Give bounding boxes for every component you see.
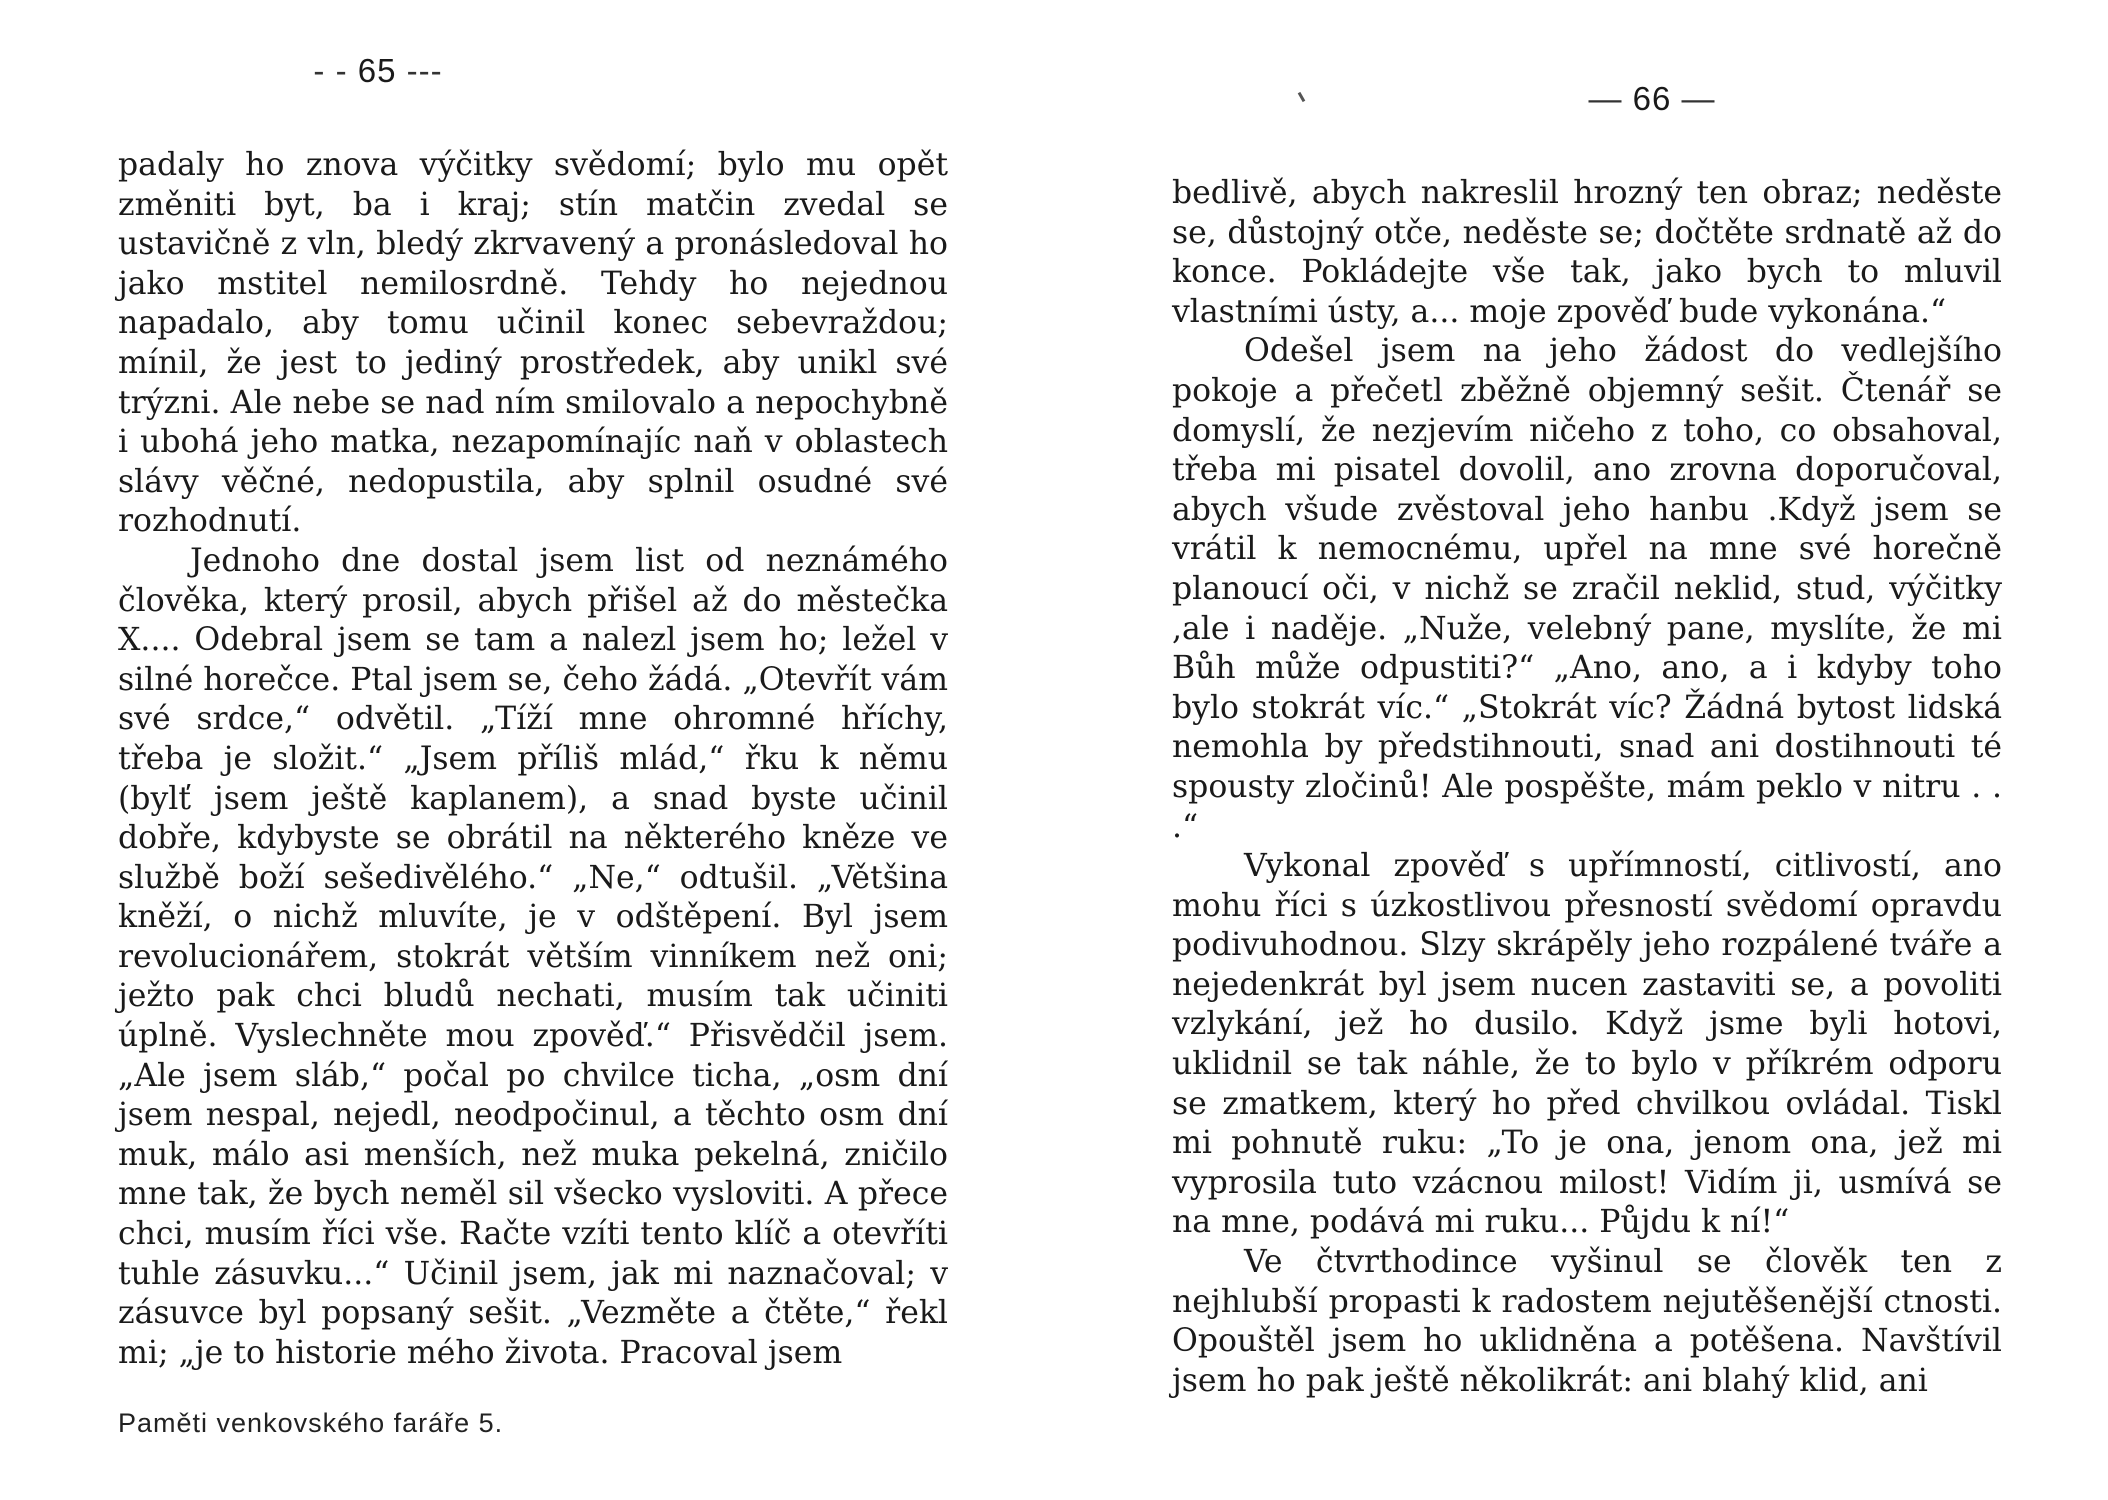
right-paragraph-4: Ve čtvrthodince vyšinul se člověk ten z nejhlubší propasti k radostem nejutěšenější ctnosti. Opouštěl jsem ho uklidněna a potěšena. Navštívil jsem ho pak ještě několikrát: ani blahý klid, ani: [1172, 1244, 2002, 1399]
right-paragraph-1: bedlivě, abych nakreslil hrozný ten obraz; neděste se, důstojný otče, neděste se; dočtěte srdnatě až do konce. Pokládejte vše tak, jako bych to mluvil vlastními ústy, a... moje zpověď bude vykonána.“: [1172, 175, 2002, 330]
left-paragraph-2: Jednoho dne dostal jsem list od neznámého člověka, který prosil, abych přišel až do městečka X.... Odebral jsem se tam a nalezl jsem ho; ležel v silné horečce. Ptal jsem se, čeho žádá. „Otevřít vám své srdce,“ odvětil. „Tíží mne ohromné hříchy, třeba je složit.“ „Jsem příliš mlád,“ řku k němu (bylť jsem ještě kaplanem), a snad byste učinil dobře, kdybyste se obrátil na některého kněze ve službě boží sešedivělého.“ „Ne,“ odtušil. „Většina kněží, o nichž mluvíte, je v odštěpení. Byl jsem revolucionářem, stokrát větším vinníkem než oni; ježto pak chci bludů nechati, musím tak učiniti úplně. Vyslechněte mou zpověď.“ Přisvědčil jsem. „Ale jsem sláb,“ počal po chvilce ticha, „osm dní jsem nespal, nejedl, neodpočinul, a těchto osm dní muk, málo asi menších, než muka pekelná, zničilo mne tak, že bych neměl sil všecko vysloviti. A přece chci, musím říci vše. Račte vzíti tento klíč a otevříti tuhle zásuvku...“ Učinil jsem, jak mi naznačoval; v zásuvce byl popsaný sešit. „Vezměte a čtěte,“ řekl mi; „je to historie mého života. Pracoval jsem: [118, 542, 948, 1371]
left-page-body: [118, 146, 948, 1373]
right-page-number-value: 66: [1632, 80, 1672, 117]
right-paragraph-2: Odešel jsem na jeho žádost do vedlejšího pokoje a přečetl zběžně objemný sešit. Čtenář se domyslí, že nezjevím ničeho z toho, co obsahoval, třeba mi pisatel dovolil, ano zrovna doporučoval, abych všude zvěstoval jeho hanbu .Když jsem se vrátil k nemocnému, upřel na mne své horečně planoucí oči, v nichž se zračil neklid, stud, výčitky ,ale i naděje. „Nuže, velebný pane, myslíte, že mi Bůh může odpustiti?“ „Ano, ano, a i kdyby toho bylo stokrát víc.“ „Stokrát víc? Žádná bytost lidská nemohla by předstihnouti, snad ani dostihnouti té spousty zločinů! Ale pospěšte, mám peklo v nitru . . .“: [1172, 333, 2002, 845]
right-paragraph-3: Vykonal zpověď s upřímností, citlivostí, ano mohu říci s úzkostlivou přesností svědomí opravdu podivuhodnou. Slzy skrápěly jeho rozpálené tváře a nejedenkrát byl jsem nucen zastaviti se, a povoliti vzlykání, jež ho dusilo. Když jsme byli hotovi, uklidnil se tak náhle, že to bylo v příkrém odporu se zmatkem, který ho před chvilkou ovládal. Tiskl mi pohnutě ruku: „To je ona, jenom ona, jež mi vyprosila tuto vzácnou milost! Vidím ji, usmívá se na mne, podává mi ruku... Půjdu k ní!“: [1172, 848, 2002, 1241]
left-page: [118, 0, 948, 1500]
left-page-number-suffix: ---: [406, 52, 443, 89]
right-page-number: [1472, 80, 1832, 118]
right-page: [1172, 0, 2002, 1500]
right-page-number-suffix: —: [1681, 80, 1716, 117]
left-page-number-value: 65: [357, 52, 397, 89]
left-page-number-prefix: - -: [313, 52, 348, 89]
left-page-footer: Paměti venkovského faráře 5.: [118, 1408, 504, 1438]
left-page-number: [238, 52, 518, 90]
left-paragraph-1: padaly ho znova výčitky svědomí; bylo mu opět změniti byt, ba i kraj; stín matčin zvedal se ustavičně z vln, bledý zkrvavený a pronásledoval ho jako mstitel nemilosrdně. Tehdy ho nejednou napadalo, aby tomu učinil konec sebevraždou; mínil, že jest to jediný prostředek, aby unikl své trýzni. Ale nebe se nad ním smilovalo a nepochybně i ubohá jeho matka, nezapomínajíc naň v oblastech slávy věčné, nedopustila, aby splnil osudné své rozhodnutí.: [118, 147, 948, 540]
right-page-body: [1172, 174, 2002, 1401]
right-page-number-prefix: —: [1588, 80, 1623, 117]
